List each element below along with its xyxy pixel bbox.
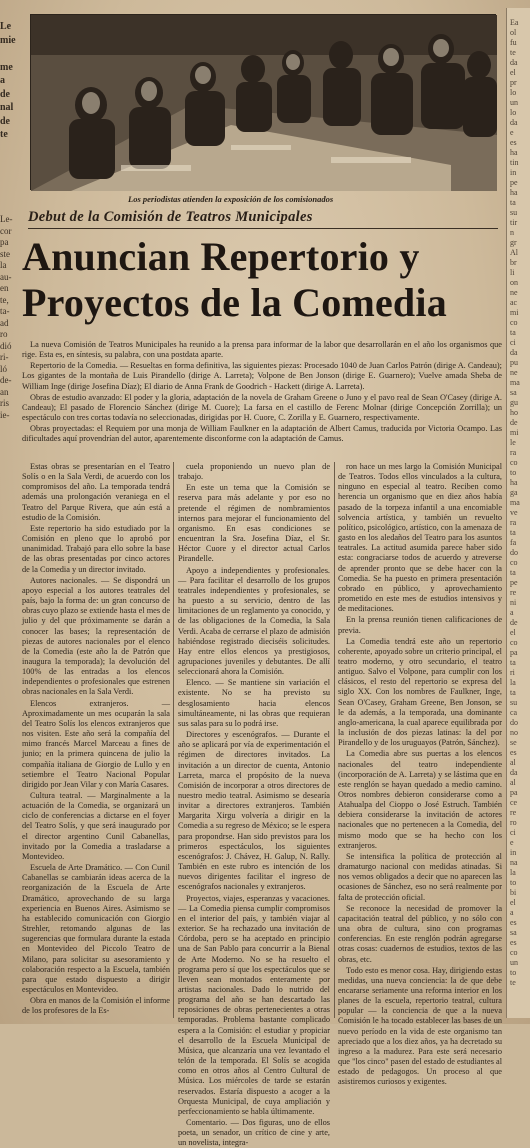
- paragraph: Directores y escenógrafos. — Durante el año se aplicará por vía de experimentación el régimen de directores invitados. La invitación a un director de cuenta, Antonio Larreta, marca el propósito de la nueva Comisión de incorporar a otros directores de nuestro medio teatral. Asimismo se desearía invitar a directores extranjeros. También Margarita Xirgu volvería a dirigir en la Comedia a su regreso de México; se le espera para propondrse. Han sido previstos para los primeros espectáculos, los siguientes escenógrafos: J. Chávez, H. Galup, N. Rally. También en este rubro es intención de los nuevos dirigentes facilitar el ingreso de escenógrafos nacionales y extranjeros.: [178, 730, 330, 892]
- news-photo: [30, 14, 496, 190]
- paragraph: Apoyo a independientes y profesionales. — Para facilitar el desarrollo de los grupos teatrales independientes y profesionales, se ha puesto a su servicio, dentro de las limitaciones de un reglamento ya conocido, y de las obligaciones de la Comedia, la Sala Verdi. Acaba de cerrarse el plazo de admisión habiéndose registrado dieciséis solicitudes. Hay entre ellos elencos ya prestigiosos, agrupaciones juveniles y debutantes. De allí seleccionará ahora la Comisión.: [178, 565, 330, 677]
- strip-fragment: da: [510, 768, 518, 777]
- paragraph: Este repertorio ha sido estudiado por la Comisión en pleno que lo aprobó por unanimidad. Trabajó para ello sobre la base de las obras presentadas por cinco actores de la Comedia y un director invitado.: [22, 523, 170, 574]
- strip-fragment: co: [510, 458, 518, 467]
- strip-fragment: da: [510, 348, 518, 357]
- strip-fragment: to: [510, 968, 517, 977]
- strip-fragment: do: [510, 548, 518, 557]
- paragraph: Elenco. — Se mantiene sin variación el existente. No se ha previsto su desglosamiento hacia elencos simultáneamente, ni las obras que requieran sus salas para su lo podrá irse.: [178, 678, 330, 728]
- strip-fragment: fa: [510, 538, 517, 547]
- strip-fragment: ta: [510, 198, 516, 207]
- strip-fragment: es: [510, 918, 517, 927]
- strip-fragment: ro: [510, 818, 517, 827]
- lead-paragraph: Obras de estudio avanzado: El poder y la gloria, adaptación de la novela de Graham Greene o Juno y el pavo real de Sean O'Casey (dirige A. Candeau); El pasado de Florencio Sánchez (dirige M. Cuore); La farsa en el castillo de Ferenc Molnar (dirige Concepción Zorrilla); un espectáculo con tres cortas todavía no seleccionadas, dirigidas por H. Cuore, C. Zorilla y E. Guarnero, respectivamente.: [22, 392, 502, 423]
- strip-fragment: ma: [510, 378, 520, 387]
- strip-fragment: a: [510, 908, 514, 917]
- strip-fragment: ri: [510, 668, 515, 677]
- strip-fragment: to: [510, 878, 517, 887]
- strip-fragment: ne: [510, 288, 518, 297]
- strip-fragment: ta: [510, 688, 516, 697]
- strip-fragment: ma: [510, 498, 520, 507]
- strip-fragment: el: [510, 898, 516, 907]
- strip-fragment: ta: [510, 528, 516, 537]
- strip-fragment: el: [510, 628, 516, 637]
- paragraph: La Comedia tendrá este año un repertorio coherente, apoyado sobre un criterio principal, el teatro moderno, y otro secundario, el teatro antiguo. Salvo el Volpone, para cumplir con los clásicos, el resto del repertorio se expresa del siglo XX. Con los nombres de Faulkner, Inge, Sean O'Casey, Graham Greene, Ben Jonson, se le da además, a la temporada, una dominante anglo-americana, la cual aparece equilibrada por la inclusión de dos piezas latinas: la del por Pirandello y de los uruguayos (Patrón, Sánchez).: [338, 636, 502, 748]
- column-rule: [173, 462, 174, 1018]
- lead-paragraph: Repertorio de la Comedia. — Resueltas en forma definitiva, las siguientes piezas: Procesado 1040 de Juan Carlos Patrón (dirige A. Candeau); Los gigantes de la montaña de Luis Pirandello (dirige A. Larreta); Volpone de Ben Jonson (dirige E. Guarnero); Vuelve amada Sheba de William Inge (dirige Josefina Díaz); El diario de Anna Frank de Goodrich - Hackett (dirige A. Larreta).: [22, 361, 502, 391]
- strip-fragment: ha: [510, 148, 518, 157]
- article-kicker: Debut de la Comisión de Teatros Municipales: [28, 209, 498, 229]
- strip-fragment: ne: [510, 368, 518, 377]
- strip-fragment: un: [510, 958, 518, 967]
- strip-fragment: mi: [510, 308, 519, 317]
- strip-fragment: tin: [510, 158, 519, 167]
- strip-fragment: al: [510, 778, 516, 787]
- paragraph: En la prensa reunión tienen calificaciones de previa.: [338, 615, 502, 635]
- strip-fragment: li: [510, 268, 515, 277]
- strip-fragment: no: [510, 728, 518, 737]
- strip-fragment: ol: [510, 28, 517, 37]
- strip-fragment: e: [510, 128, 514, 137]
- paragraph: Estas obras se presentarían en el Teatro Solís o en la Sala Verdi, de acuerdo con los compromisos del año. La temporada tendrá además una prolongación veraniega en el Teatro del Parque Rivera, que aún está a estudio de la Comisión.: [22, 462, 170, 522]
- strip-fragment: el: [510, 68, 516, 77]
- strip-fragment: in: [510, 168, 517, 177]
- strip-fragment: co: [510, 948, 518, 957]
- strip-fragment: pa: [510, 788, 518, 797]
- paragraph: En este un tema que la Comisión se reserva para más adelante y por eso no pretende el régimen de nombramientos internos para mejorar el funcionamiento del organismo. En esas condiciones se encuentran la Sra. Josefina Díaz, el Sr. Héctor Cuore y el director actual Carlos Pirandelle.: [178, 483, 330, 564]
- paragraph: Se intensifica la política de protección al dramaturgo nacional con medidas atinadas. Si nos vemos obligados a decir que no aparecen las ocasiones de Sánchez, eso no será realmente por falta de protección oficial.: [338, 851, 502, 902]
- strip-fragment: re: [510, 808, 517, 817]
- paragraph: ron hace un mes largo la Comisión Municipal de Teatros. Todos ellos vinculados a la cultura, ninguno en especial al teatro. Reciben como herencia un organismo que en diez años había pasado de la torpeza infantil a una encomiable solvencia artística, y también un revuelto político, psicológico, artístico, con la amenaza de gasto en los aledaños del Teatro para los asuntos teatrales. La actitud asumida parece haber sido esta: congraciarse todos de acuerdo y atreverse de aprender pronto que se debe hacer con la Comedia. Se ha puesto en primera presentación cobrado en público, y aprovechamiento prometido en este mes de estudios intensivos y de meditaciones.: [338, 462, 502, 614]
- strip-fragment: ve: [510, 508, 518, 517]
- strip-fragment: [507, 8, 530, 18]
- strip-fragment: ho: [510, 408, 518, 417]
- strip-fragment: da: [510, 118, 518, 127]
- strip-fragment: te: [510, 48, 516, 57]
- paragraph: Elencos extranjeros. — Aproximadamente un mes ocuparán la sala del Teatro Solís los elencos extranjeros que nos visiten. Este año será la compañía del mimo francés Marcel Marceau a fines de junio; en la primera quincena de julio la compañía italiana de Giorgio de Lullo y en setiembre el Teatro Nacional Popular dirigido por Jean Vilar y con María Casares.: [22, 698, 170, 789]
- strip-fragment: br: [510, 258, 517, 267]
- paragraph: Todo esto es menor cosa. Hay, dirigiendo estas medidas, una nueva conciencia: la de que debe encararse seriamente una reforma interior en los planes de la escuela, repertorio teatral, cultura popular — la conciencia de que a la nueva Comisión le ha tocado establecer las bases de un nuevo período en la vida de este organismo tan apreciado que a los diez años, ya ha decretado su ingreso a la madurez. Para este será necesario que "los cinco" pasen del estado de estudiantes al estado de pedagogos. Un proceso al que asistiremos curiosos y exigentes.: [338, 965, 502, 1087]
- strip-fragment: su: [510, 208, 518, 217]
- strip-fragment: es: [510, 938, 517, 947]
- adjacent-page-strip: [506, 8, 530, 1018]
- strip-fragment: pr: [510, 78, 517, 87]
- strip-fragment: co: [510, 318, 518, 327]
- strip-fragment: bi: [510, 888, 517, 897]
- strip-fragment: sa: [510, 928, 517, 937]
- strip-fragment: ni: [510, 598, 517, 607]
- strip-fragment: su: [510, 698, 518, 707]
- strip-fragment: ta: [510, 568, 516, 577]
- strip-fragment: ci: [510, 338, 516, 347]
- strip-fragment: da: [510, 58, 518, 67]
- strip-fragment: co: [510, 638, 518, 647]
- strip-fragment: de: [510, 418, 518, 427]
- left-margin-fragment-top: Le mie me a de nal de te: [0, 21, 16, 140]
- strip-fragment: ce: [510, 798, 518, 807]
- headline-line-2: Proyectos de la Comedia: [22, 280, 447, 325]
- strip-fragment: la: [510, 678, 516, 687]
- strip-fragment: e: [510, 838, 514, 847]
- paragraph: La Comedia abre sus puertas a los elencos nacionales del teatro independiente (incorporación de A. Larreta) y se lástima que en este renglón se hayan quedado a medio camino. Otros nombres debieron considerarse como a Atahualpa del Cioppo o José Estruch. También debiera considerarse la invitación de actores nacionales que no pertenecen a la Comedia, del mismo modo que se ha hecho con los extranjeros.: [338, 749, 502, 850]
- strip-fragment: es: [510, 748, 517, 757]
- lead-paragraph: Obras proyectadas: el Requiem por una monja de William Faulkner en la adaptación de Albert Camus, traducida por Victoria Ocampo. Las dificultades aquí provendrían del autor, aparentemente disconforme con la adaptación de Camus.: [22, 424, 502, 444]
- strip-fragment: fu: [510, 38, 517, 47]
- article-lead: [22, 340, 502, 446]
- left-margin-fragment-mid: Le- cor pa ste la au- en te, ta- ad ro dió ri- ló de- an ris ie-: [0, 214, 13, 420]
- strip-fragment: pu: [510, 358, 518, 367]
- paragraph: Autores nacionales. — Se dispondrá un apoyo especial a los autores teatrales del país, bajo la forma de: un gran concurso de obras cuyo plazo se extiende hasta el mes de julio y del que próximamente se darán a conocer las bases; la representación de piezas de autores nacionales por el elenco de la Comedia (este año la de Patrón que inaugura la temporada); la devolución del 100% de las entradas a los elencos independientes o profesionales que estrenen obras nacionales en la Sala Verdi.: [22, 575, 170, 697]
- column-rule: [334, 462, 335, 1018]
- strip-fragment: de: [510, 618, 518, 627]
- paragraph: Se reconoce la necesidad de promover la capacitación teatral del público, y no sólo con una obra de cultura, sino con programas conferencias. En este renglón podrán agregarse otras cosas: cuadernos de estudios, textos de las obras, etc.: [338, 903, 502, 964]
- column-2: [178, 462, 330, 1148]
- strip-fragment: n: [510, 228, 514, 237]
- strip-fragment: tir: [510, 218, 518, 227]
- strip-fragment: ci: [510, 828, 516, 837]
- paragraph: Comentario. — Dos figuras, uno de ellos poeta, un senador, un crítico de cine y arte, un novelista, integra-: [178, 1118, 330, 1148]
- strip-fragment: do: [510, 718, 518, 727]
- strip-fragment: te: [510, 978, 516, 987]
- strip-fragment: co: [510, 558, 518, 567]
- photo-caption: Los periodistas atienden la exposición de los comisionados: [128, 194, 334, 204]
- strip-fragment: na: [510, 858, 518, 867]
- strip-fragment: a: [510, 608, 514, 617]
- strip-fragment: pa: [510, 648, 518, 657]
- strip-fragment: ha: [510, 188, 518, 197]
- strip-fragment: gu: [510, 398, 518, 407]
- column-3: [338, 462, 502, 1087]
- strip-fragment: ha: [510, 478, 518, 487]
- paragraph: Escuela de Arte Dramático. — Con Cunil Cabanellas se cambiarán ideas acerca de la reorganización de la Escuela de Arte Dramático, aprovechando de su larga experiencia en Buenos Aires. Asimismo se ha establecido comunicación con Giorgio Strehler, retomando algunas de las sugerencias que formulara durante la estada en Montevideo del Piccolo Teatro de Milano, para solicitar su asesoramiento y colaboración respecto a la Escuela, también para que estado dispuesto a dirigir espectáculos en Montevideo.: [22, 863, 170, 994]
- strip-fragment: al: [510, 758, 516, 767]
- paragraph: cuela proponiendo un nuevo plan de trabajo.: [178, 462, 330, 482]
- column-1: [22, 462, 170, 1022]
- strip-fragment: re: [510, 588, 517, 597]
- strip-fragment: pe: [510, 578, 518, 587]
- strip-fragment: ta: [510, 658, 516, 667]
- strip-fragment: Ea: [510, 18, 519, 27]
- strip-fragment: sa: [510, 388, 517, 397]
- strip-fragment: lo: [510, 88, 517, 97]
- strip-fragment: in: [510, 848, 517, 857]
- paragraph: Obra en manos de la Comisión el informe de los profesores de la Es-: [22, 996, 170, 1016]
- strip-fragment: ra: [510, 518, 517, 527]
- strip-fragment: la: [510, 868, 516, 877]
- strip-fragment: ca: [510, 708, 518, 717]
- photo-icon: [31, 15, 497, 191]
- strip-fragment: pe: [510, 178, 518, 187]
- strip-fragment: ac: [510, 298, 518, 307]
- strip-fragment: se: [510, 738, 517, 747]
- strip-fragment: to: [510, 468, 517, 477]
- strip-fragment: un: [510, 98, 518, 107]
- strip-fragment: mi: [510, 428, 519, 437]
- article-headline: [22, 234, 512, 326]
- strip-fragment: ga: [510, 488, 518, 497]
- strip-fragment: gr: [510, 238, 517, 247]
- paragraph: Proyectos, viajes, esperanzas y vacaciones. — La Comedia piensa cumplir compromisos en el interior del país, y también viajar al exterior. Se ha rechazado una invitación de Córdoba, pero se ha aceptado en principio una de San Pablo para concurrir a la Bienal de Arte Moderno. No se ha resuelto el programa pero sí que los espectáculos que se lleven sean montados enteramente por artistas nacionales. Dado lo nutrido del programa del año se han descartado las reposiciones de obras pertenecientes a otras temporadas. Problema bastante complicado espera a la Comisión: el estudiar y propiciar el desarrollo de la Escuela Municipal de Música, que alcanzaría una vez levantado el telón de la temporada. El Solís se acogida como en otros años al Centro Cultural de Música. Los miércoles de tarde se estarán reservados. Estaría dispuesto a acoger a la Orquesta Municipal, de cuya ampliación y perfeccionamiento se habla últimamente.: [178, 893, 330, 1116]
- strip-fragment: le: [510, 438, 516, 447]
- strip-fragment: es: [510, 138, 517, 147]
- strip-fragment: ra: [510, 448, 517, 457]
- strip-fragment: ta: [510, 328, 516, 337]
- lead-paragraph: La nueva Comisión de Teatros Municipales ha reunido a la prensa para informar de la labor que desarrollarán en el año los organismos que rige. Esta es, en síntesis, su palabra, con una postdata aparte.: [22, 340, 502, 360]
- strip-fragment: Al: [510, 248, 518, 257]
- headline-line-1: Anuncian Repertorio y: [22, 234, 420, 279]
- strip-fragment: on: [510, 278, 518, 287]
- strip-fragment: lo: [510, 108, 517, 117]
- paragraph: Cultura teatral. — Marginalmente a la actuación de la Comedia, se organizará un ciclo de conferencias a dictarse en el foyer del Teatro Solís, y que será inaugurado por el director argentino Cunil Cabanellas, invitado por la Comedia a trasladarse a Montevideo.: [22, 791, 170, 861]
